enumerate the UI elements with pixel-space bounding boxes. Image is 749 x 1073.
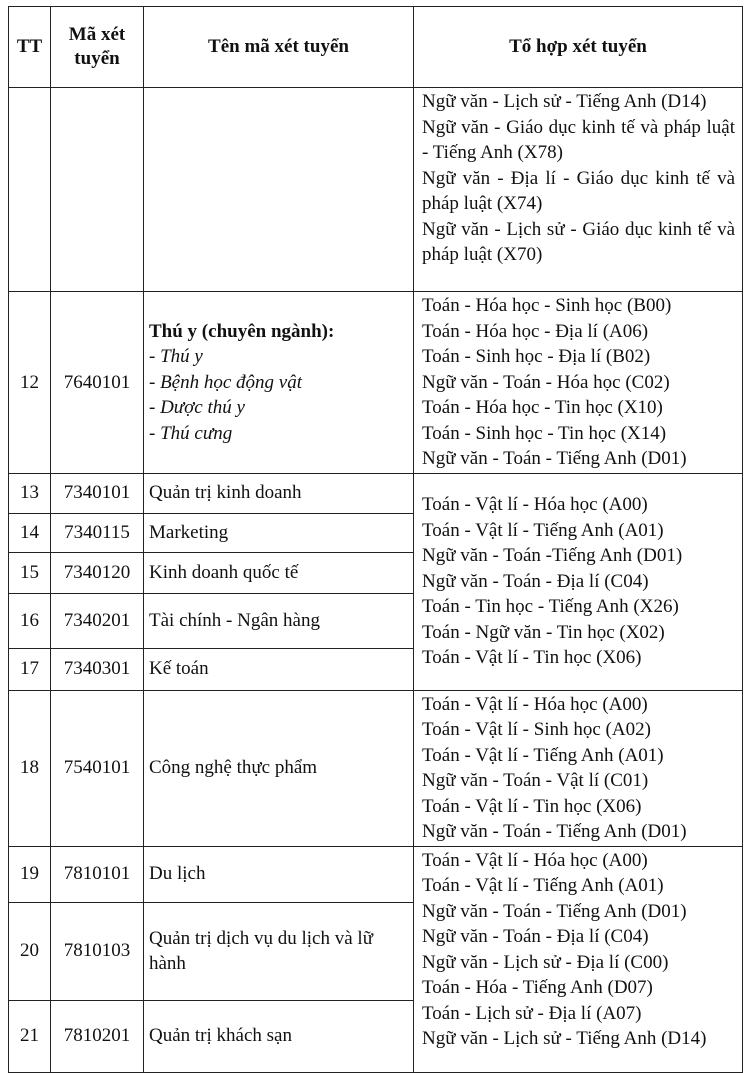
cell-tt: 20 [9, 902, 51, 1000]
admission-table [8, 6, 743, 1073]
combo-line: Toán - Vật lí - Sinh học (A02) [422, 719, 651, 740]
cell-combos [414, 292, 743, 474]
cell-tt: 21 [9, 1000, 51, 1072]
cell-tt: 17 [9, 648, 51, 690]
combo-line: Ngữ văn - Lịch sử - Địa lí (C00) [422, 951, 669, 973]
cell-name: Quản trị dịch vụ du lịch và lữ hành [144, 902, 414, 1000]
combo-line: Ngữ văn - Toán -Tiếng Anh (D01) [422, 545, 683, 567]
cell-code: 7340301 [51, 648, 144, 690]
combo-line: Ngữ văn - Lịch sử - Giáo dục kinh tế và pháp luật (X70) [422, 218, 735, 265]
cell-name: Quản trị kinh doanh [144, 473, 414, 513]
cell-combos [414, 473, 743, 690]
cell-name: Công nghệ thực phẩm [144, 690, 414, 846]
cell-code: 7810103 [51, 902, 144, 1000]
table-row-continued [9, 88, 743, 292]
cell-code: 7340201 [51, 593, 144, 648]
combo-line: Toán - Vật lí - Hóa học (A00) [422, 693, 648, 715]
cell-name: Tài chính - Ngân hàng [144, 593, 414, 648]
cell-tt: 16 [9, 593, 51, 648]
combo-line: Ngữ văn - Toán - Tiếng Anh (D01) [422, 821, 687, 842]
cell-code: 7810101 [51, 846, 144, 902]
combo-line: Toán - Vật lí - Tin học (X06) [422, 647, 642, 669]
combo-line: Ngữ văn - Toán - Địa lí (C04) [422, 926, 649, 947]
major-sub: - Thú cưng [149, 422, 233, 444]
major-sub: - Dược thú y [149, 397, 245, 418]
cell-code: 7340115 [51, 513, 144, 552]
combo-line: Toán - Ngữ văn - Tin học (X02) [422, 621, 665, 643]
cell-combos [414, 690, 743, 846]
combo-line: Ngữ văn - Giáo dục kinh tế và pháp luật - Tiếng Anh (X78) [422, 116, 735, 163]
combo-line: Ngữ văn - Lịch sử - Tiếng Anh (D14) [422, 1028, 707, 1049]
combo-line: Toán - Vật lí - Hóa học (A00) [422, 494, 648, 516]
cell-tt: 18 [9, 690, 51, 846]
cell-tt: 13 [9, 473, 51, 513]
cell-tt [9, 88, 51, 292]
cell-tt: 19 [9, 846, 51, 902]
combo-line: Toán - Vật lí - Tiếng Anh (A01) [422, 744, 664, 766]
cell-name [144, 88, 414, 292]
major-title: Thú y (chuyên ngành): [149, 320, 335, 342]
cell-name: Marketing [144, 513, 414, 552]
header-row [9, 7, 743, 88]
combo-line: Toán - Sinh học - Địa lí (B02) [422, 346, 651, 367]
combo-line: Toán - Vật lí - Tiếng Anh (A01) [422, 519, 664, 541]
cell-name: Kế toán [144, 648, 414, 690]
cell-name: Quản trị khách sạn [144, 1000, 414, 1072]
combo-line: Toán - Hóa - Tiếng Anh (D07) [422, 977, 653, 998]
cell-code: 7340120 [51, 552, 144, 593]
header-combo: Tổ hợp xét tuyển [414, 7, 743, 88]
combo-line: Toán - Tin học - Tiếng Anh (X26) [422, 596, 679, 618]
combo-line: Ngữ văn - Toán - Vật lí (C01) [422, 770, 649, 791]
combo-line: Toán - Lịch sử - Địa lí (A07) [422, 1002, 642, 1024]
cell-name: Du lịch [144, 846, 414, 902]
cell-code: 7340101 [51, 473, 144, 513]
header-tt: TT [9, 7, 51, 88]
table-row-18 [9, 690, 743, 846]
cell-combos [414, 846, 743, 1072]
cell-tt: 15 [9, 552, 51, 593]
combo-line: Toán - Hóa học - Sinh học (B00) [422, 295, 672, 316]
combo-line: Toán - Hóa học - Địa lí (A06) [422, 320, 649, 342]
combo-line: Toán - Vật lí - Tin học (X06) [422, 795, 642, 817]
table-row-13 [9, 473, 743, 513]
cell-code: 7640101 [51, 292, 144, 474]
cell-code: 7540101 [51, 690, 144, 846]
combo-line: Ngữ văn - Địa lí - Giáo dục kinh tế và pháp luật (X74) [422, 167, 735, 214]
cell-name [144, 292, 414, 474]
major-sub: - Thú y [149, 346, 203, 367]
header-code-line1: Mã xét [68, 24, 126, 45]
table-row-12 [9, 292, 743, 474]
table-row-19 [9, 846, 743, 902]
cell-tt: 12 [9, 292, 51, 474]
combo-line: Toán - Hóa học - Tin học (X10) [422, 397, 663, 418]
combo-line: Toán - Vật lí - Tiếng Anh (A01) [422, 875, 664, 896]
cell-name: Kinh doanh quốc tế [144, 552, 414, 593]
header-name: Tên mã xét tuyển [144, 7, 414, 88]
combo-line: Ngữ văn - Toán - Địa lí (C04) [422, 570, 649, 592]
combo-line: Ngữ văn - Toán - Tiếng Anh (D01) [422, 900, 687, 922]
combo-line: Ngữ văn - Toán - Tiếng Anh (D01) [422, 448, 687, 469]
combo-line: Ngữ văn - Toán - Hóa học (C02) [422, 371, 670, 393]
combo-line: Toán - Vật lí - Hóa học (A00) [422, 849, 648, 871]
cell-code: 7810201 [51, 1000, 144, 1072]
combo-line: Toán - Sinh học - Tin học (X14) [422, 422, 667, 444]
cell-code [51, 88, 144, 292]
cell-tt: 14 [9, 513, 51, 552]
header-code-line2: tuyển [74, 48, 120, 69]
header-code [51, 7, 144, 88]
cell-combos [414, 88, 743, 292]
combo-line: Ngữ văn - Lịch sử - Tiếng Anh (D14) [422, 91, 707, 112]
major-sub: - Bệnh học động vật [149, 371, 303, 393]
